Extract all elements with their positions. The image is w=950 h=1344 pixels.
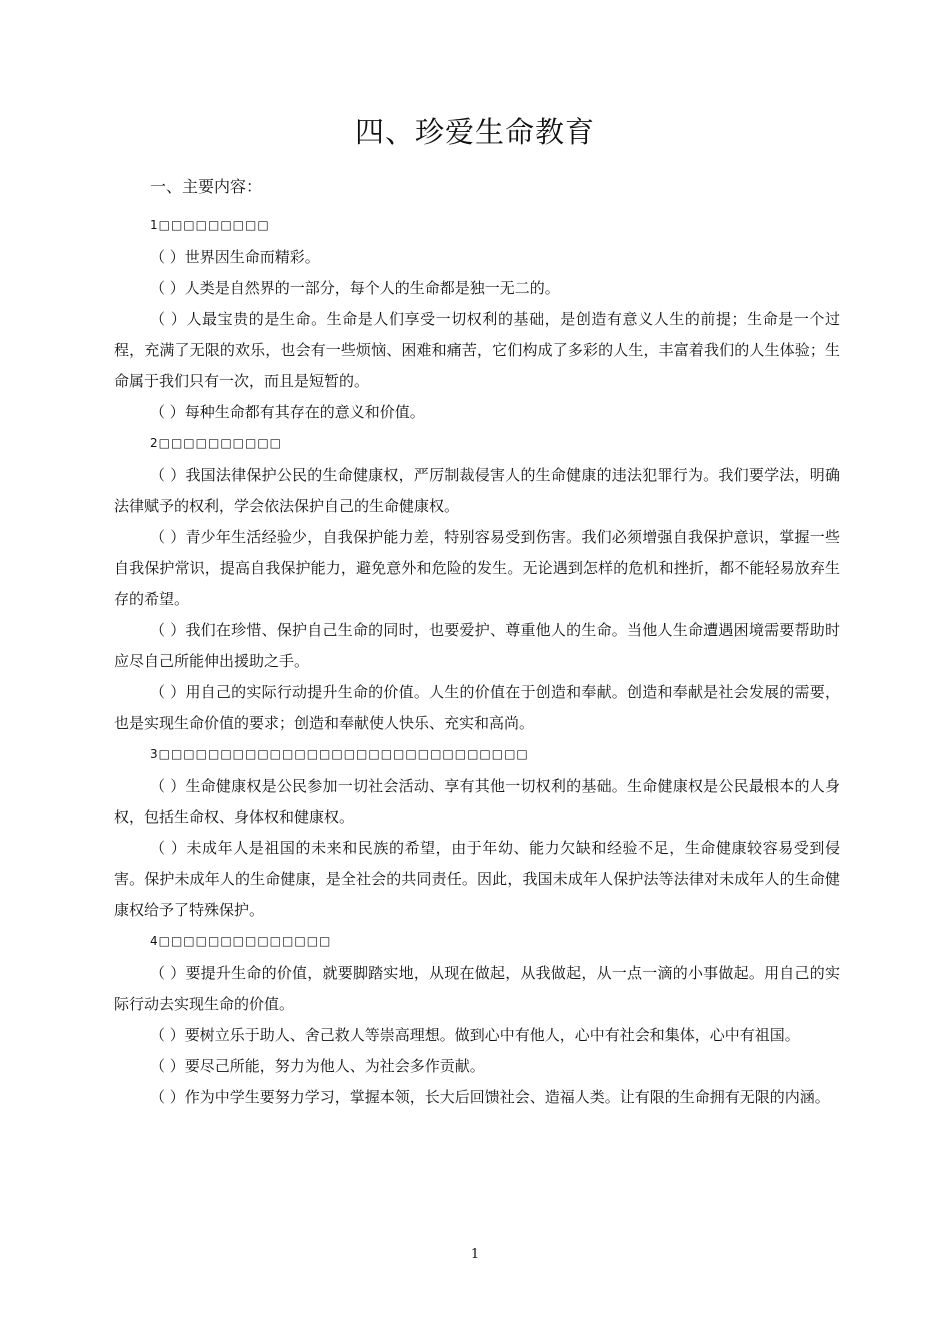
content-group-1 [114, 216, 840, 428]
paragraph: （ ）未成年人是祖国的未来和民族的希望，由于年幼、能力欠缺和经验不足，生命健康较容易受到侵害。保护未成年人的生命健康，是全社会的共同责任。因此，我国未成年人保护法等法律对未成年人的生命健康权给予了特殊保护。 [114, 839, 840, 919]
paragraph: （ ）人最宝贵的是生命。生命是人们享受一切权利的基础，是创造有意义人生的前提；生命是一个过程，充满了无限的欢乐，也会有一些烦恼、困难和痛苦，它们构成了多彩的人生，丰富着我们的人生体验；生命属于我们只有一次，而且是短暂的。 [114, 310, 840, 390]
group-heading: 2□□□□□□□□□□ [150, 436, 283, 450]
paragraph: （ ）生命健康权是公民参加一切社会活动、享有其他一切权利的基础。生命健康权是公民最根本的人身权，包括生命权、身体权和健康权。 [114, 777, 840, 826]
paragraph: （ ）要尽己所能，努力为他人、为社会多作贡献。 [150, 1057, 485, 1075]
section-heading: 一、主要内容： [150, 177, 263, 196]
content-group-2 [114, 434, 840, 739]
content-group-3 [114, 745, 840, 926]
paragraph: （ ）世界因生命而精彩。 [150, 248, 320, 266]
content-group-4 [114, 932, 840, 1113]
group-heading: 3□□□□□□□□□□□□□□□□□□□□□□□□□□□□□□ [150, 747, 529, 761]
paragraph: （ ）我们在珍惜、保护自己生命的同时，也要爱护、尊重他人的生命。当他人生命遭遇困境需要帮助时应尽自己所能伸出援助之手。 [114, 621, 840, 670]
group-heading: 4□□□□□□□□□□□□□□ [150, 934, 332, 948]
paragraph: （ ）要提升生命的价值，就要脚踏实地，从现在做起，从我做起，从一点一滴的小事做起。用自己的实际行动去实现生命的价值。 [114, 964, 840, 1013]
paragraph: （ ）每种生命都有其存在的意义和价值。 [150, 403, 425, 421]
group-heading: 1□□□□□□□□□ [150, 218, 270, 232]
paragraph: （ ）青少年生活经验少，自我保护能力差，特别容易受到伤害。我们必须增强自我保护意识，掌握一些自我保护常识，提高自我保护能力，避免意外和危险的发生。无论遇到怎样的危机和挫折，都不能轻易放弃生存的希望。 [114, 528, 840, 608]
page-number: 1 [470, 1247, 480, 1262]
document-body [114, 210, 840, 1113]
paragraph: （ ）作为中学生要努力学习，掌握本领，长大后回馈社会、造福人类。让有限的生命拥有无限的内涵。 [150, 1088, 830, 1106]
paragraph: （ ）我国法律保护公民的生命健康权，严厉制裁侵害人的生命健康的违法犯罪行为。我们要学法，明确法律赋予的权利，学会依法保护自己的生命健康权。 [114, 466, 840, 515]
paragraph: （ ）人类是自然界的一部分，每个人的生命都是独一无二的。 [150, 279, 560, 297]
page-title: 四、珍爱生命教育 [354, 115, 595, 149]
paragraph: （ ）用自己的实际行动提升生命的价值。人生的价值在于创造和奉献。创造和奉献是社会发展的需要，也是实现生命价值的要求；创造和奉献使人快乐、充实和高尚。 [114, 683, 840, 732]
paragraph: （ ）要树立乐于助人、舍己救人等崇高理想。做到心中有他人，心中有社会和集体，心中有祖国。 [150, 1026, 800, 1044]
